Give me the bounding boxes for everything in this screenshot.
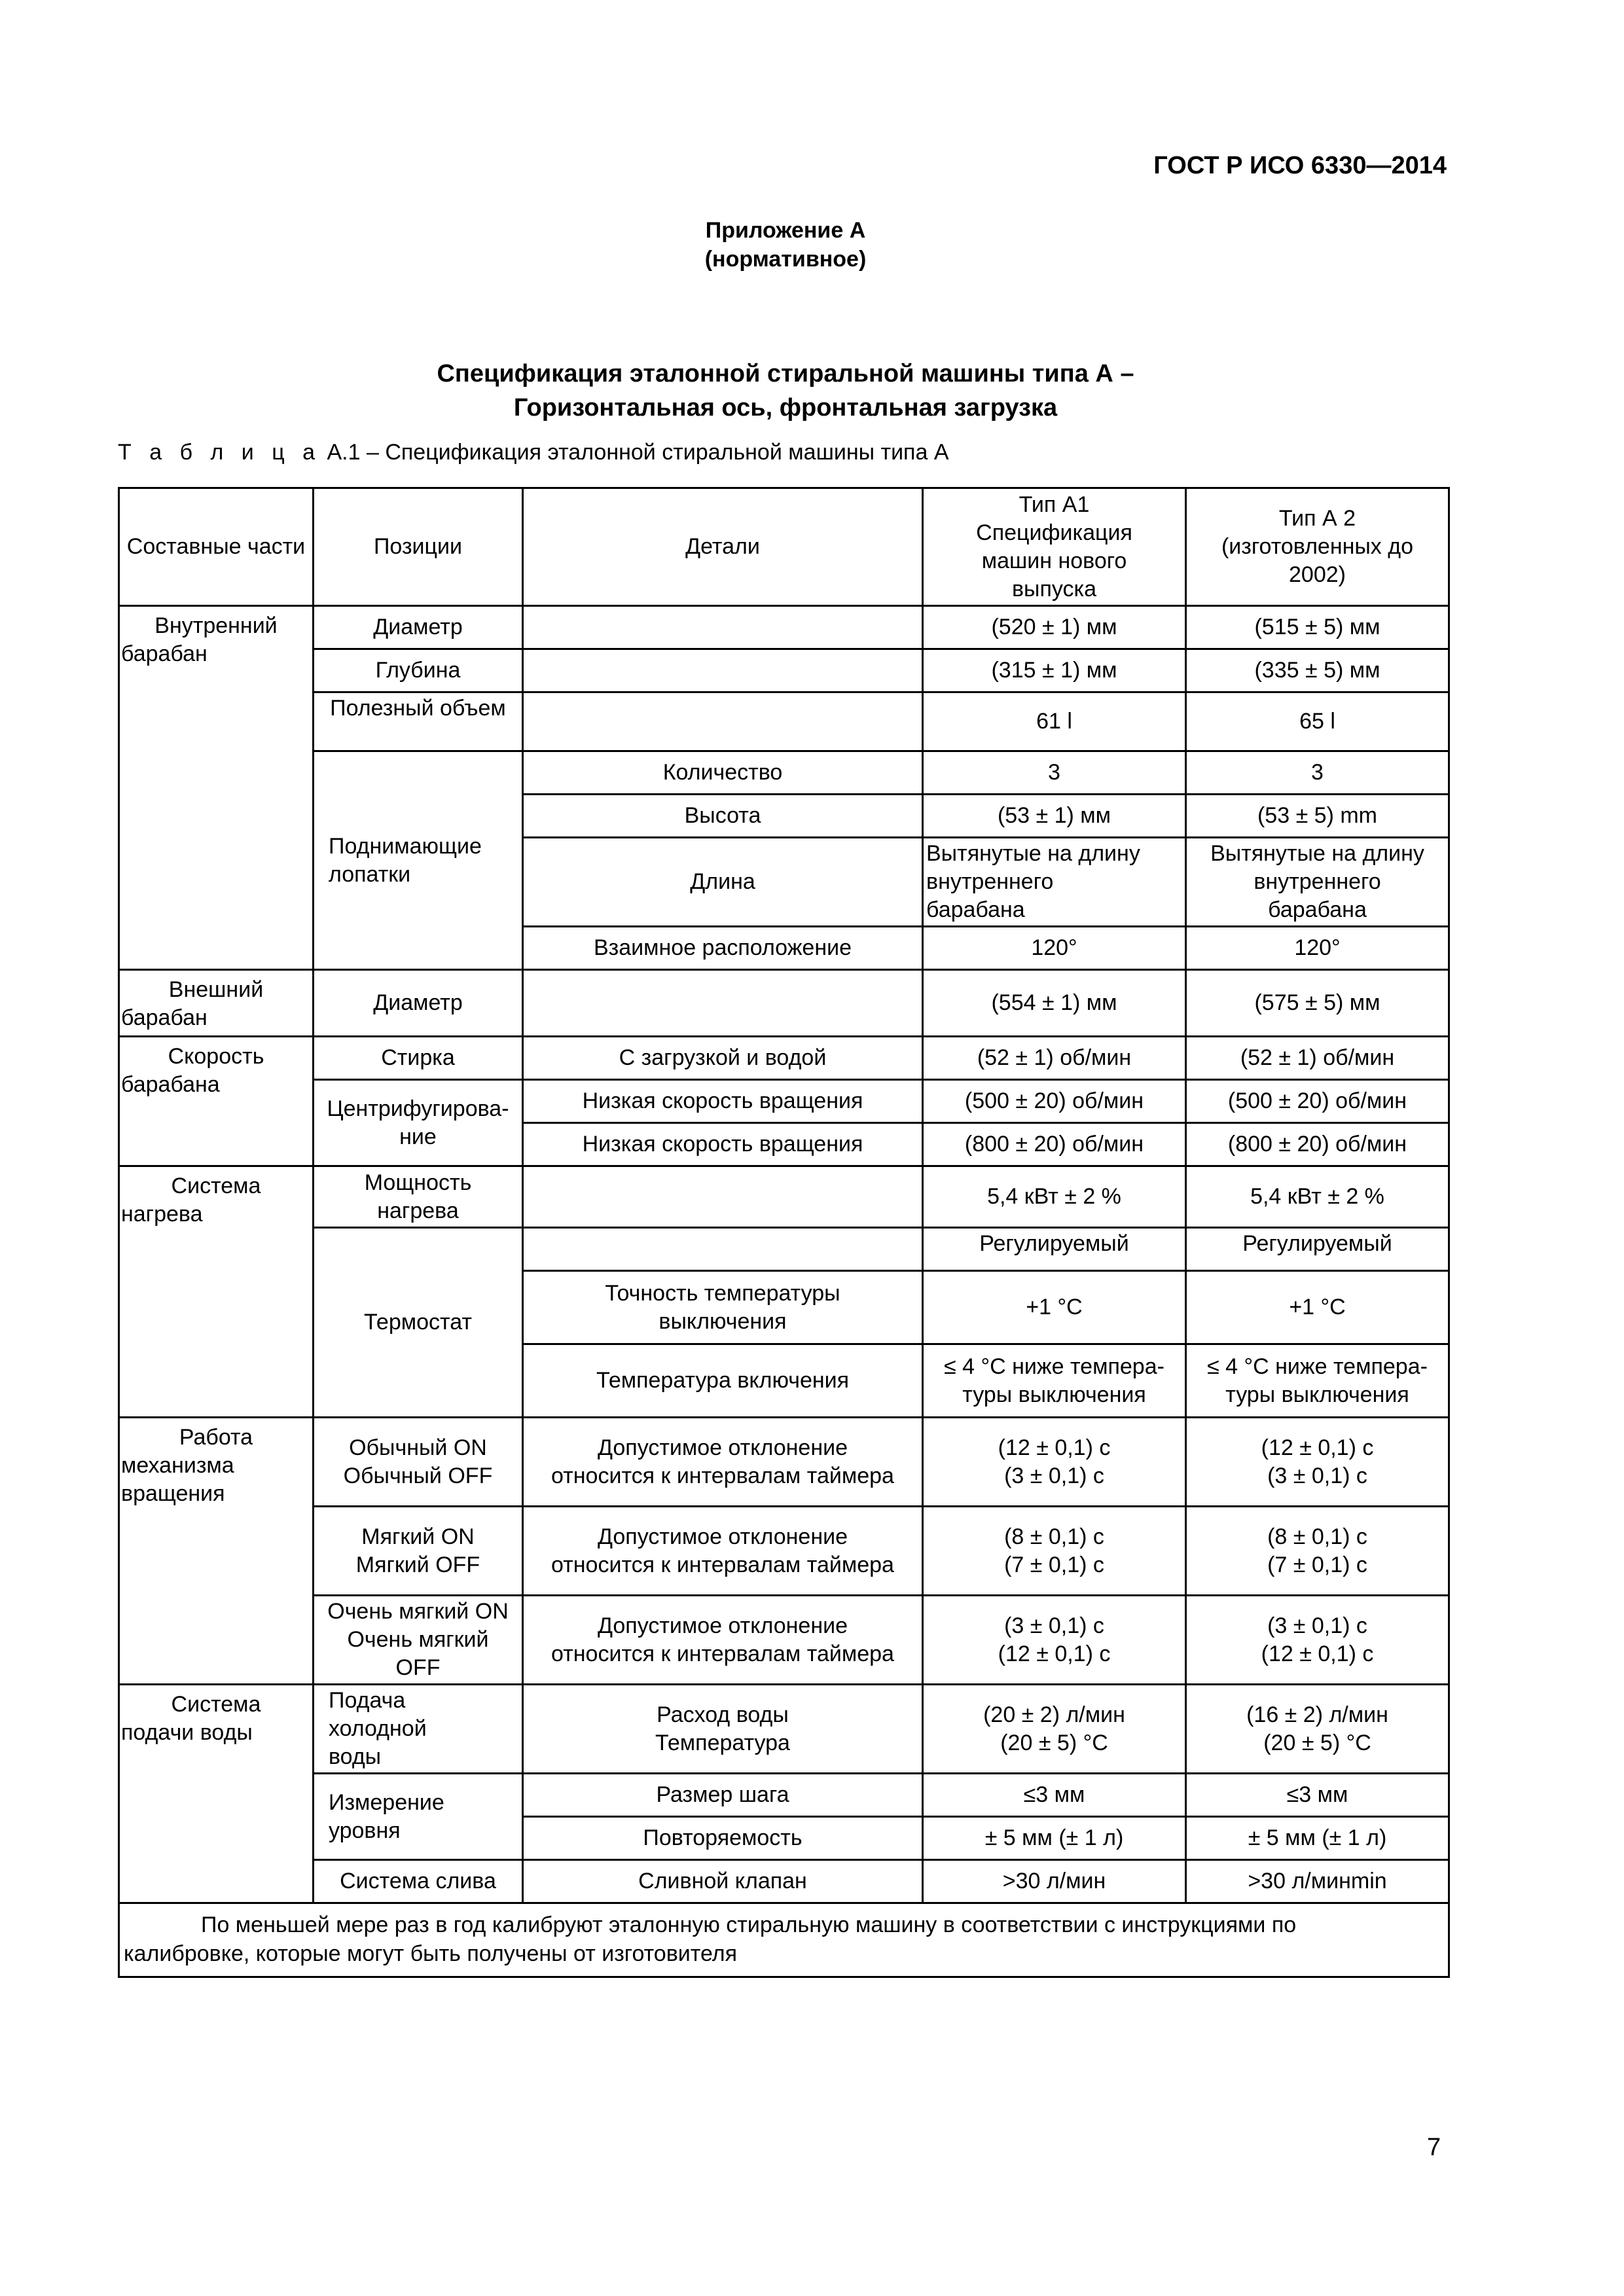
detail-line: относится к интервалам таймера bbox=[551, 1641, 894, 1666]
position-line: Мощность bbox=[364, 1170, 472, 1195]
detail-cell: Температура включения bbox=[523, 1344, 923, 1418]
position-line: Подача bbox=[329, 1688, 406, 1713]
table-row bbox=[119, 649, 1449, 692]
detail-cell: Сливной клапан bbox=[523, 1860, 923, 1903]
position-line: уровня bbox=[329, 1818, 401, 1843]
position-line: Обычный OFF bbox=[343, 1463, 493, 1488]
header-type-a2 bbox=[1186, 488, 1449, 606]
detail-cell: Низкая скорость вращения bbox=[523, 1080, 923, 1123]
value-a1-cell bbox=[923, 1596, 1186, 1685]
value-a1-cell: 3 bbox=[923, 751, 1186, 795]
value-line: (3 ± 0,1) с bbox=[1267, 1463, 1367, 1488]
value-a2-cell: (500 ± 20) об/мин bbox=[1186, 1080, 1449, 1123]
value-a1-cell bbox=[923, 1344, 1186, 1418]
table-row bbox=[119, 751, 1449, 795]
note-line-1-text: По меньшей мере раз в год калибруют эталонную стиральную машину в соответствии с инструкциями по bbox=[201, 1912, 1297, 1937]
table-row bbox=[119, 970, 1449, 1037]
detail-cell bbox=[523, 606, 923, 649]
table-header-row bbox=[119, 488, 1449, 606]
detail-cell bbox=[523, 1507, 923, 1596]
value-line: туры выключения bbox=[962, 1382, 1146, 1407]
header-type-a1-line: Спецификация bbox=[976, 520, 1132, 545]
position-line: Поднимающие bbox=[329, 833, 482, 859]
header-details: Детали bbox=[523, 488, 923, 606]
value-a1-cell: 61 l bbox=[923, 692, 1186, 751]
header-type-a1-line: выпуска bbox=[1011, 576, 1097, 601]
detail-line: Температура bbox=[655, 1730, 790, 1755]
position-cell: Система слива bbox=[314, 1860, 523, 1903]
detail-cell: Высота bbox=[523, 795, 923, 838]
detail-cell bbox=[523, 970, 923, 1037]
position-line: Мягкий ON bbox=[361, 1524, 475, 1549]
value-line: туры выключения bbox=[1225, 1382, 1409, 1407]
detail-cell: Количество bbox=[523, 751, 923, 795]
detail-line: относится к интервалам таймера bbox=[551, 1463, 894, 1488]
part-water-supply bbox=[119, 1685, 314, 1903]
value-a2-cell bbox=[1186, 1596, 1449, 1685]
title-line-1: Спецификация эталонной стиральной машины типа А – bbox=[437, 360, 1134, 387]
value-a1-cell: 5,4 кВт ± 2 % bbox=[923, 1166, 1186, 1228]
value-line: ≤ 4 °С ниже темпера- bbox=[1207, 1354, 1428, 1379]
value-a2-cell bbox=[1186, 1685, 1449, 1774]
position-line: Мягкий OFF bbox=[355, 1552, 480, 1577]
table-row bbox=[119, 692, 1449, 751]
table-row bbox=[119, 1080, 1449, 1123]
detail-line: Расход воды bbox=[657, 1702, 789, 1727]
detail-cell bbox=[523, 1228, 923, 1271]
value-line: (3 ± 0,1) с bbox=[1004, 1463, 1104, 1488]
part-rotation bbox=[119, 1418, 314, 1685]
value-line: (8 ± 0,1) с bbox=[1004, 1524, 1104, 1549]
value-a2-cell: >30 л/минmin bbox=[1186, 1860, 1449, 1903]
value-a2-cell: (52 ± 1) об/мин bbox=[1186, 1037, 1449, 1080]
position-cell bbox=[314, 1596, 523, 1685]
value-line: (3 ± 0,1) с bbox=[1267, 1613, 1367, 1638]
value-a1-cell: +1 °С bbox=[923, 1271, 1186, 1344]
header-type-a1-line: Тип А1 bbox=[1019, 492, 1090, 517]
part-label: Скорость bbox=[168, 1044, 264, 1069]
value-line: (12 ± 0,1) с bbox=[1261, 1435, 1374, 1460]
header-type-a2-line: 2002) bbox=[1289, 562, 1346, 587]
value-a1-cell: (800 ± 20) об/мин bbox=[923, 1123, 1186, 1166]
detail-cell: Взаимное расположение bbox=[523, 927, 923, 970]
value-a2-cell: (515 ± 5) мм bbox=[1186, 606, 1449, 649]
position-line: Очень мягкий bbox=[347, 1627, 489, 1652]
part-label: вращения bbox=[121, 1481, 225, 1506]
detail-cell bbox=[523, 1685, 923, 1774]
value-a2-cell: +1 °С bbox=[1186, 1271, 1449, 1344]
value-a1-cell: (52 ± 1) об/мин bbox=[923, 1037, 1186, 1080]
note-line-1 bbox=[124, 1910, 1444, 1939]
part-label: нагрева bbox=[121, 1202, 203, 1227]
detail-line: выключения bbox=[659, 1308, 787, 1334]
value-line: барабана bbox=[1268, 897, 1367, 922]
specification-table bbox=[118, 487, 1450, 1978]
value-a2-cell: (800 ± 20) об/мин bbox=[1186, 1123, 1449, 1166]
annex-heading bbox=[589, 216, 982, 274]
value-line: барабана bbox=[926, 897, 1025, 922]
detail-line: относится к интервалам таймера bbox=[551, 1552, 894, 1577]
value-a1-cell: (500 ± 20) об/мин bbox=[923, 1080, 1186, 1123]
detail-cell: Длина bbox=[523, 838, 923, 927]
value-a1-cell: >30 л/мин bbox=[923, 1860, 1186, 1903]
position-cell bbox=[314, 1507, 523, 1596]
annex-status: (нормативное) bbox=[704, 247, 867, 272]
value-a2-cell: (53 ± 5) mm bbox=[1186, 795, 1449, 838]
part-inner-drum bbox=[119, 606, 314, 970]
detail-line: Точность температуры bbox=[605, 1280, 840, 1306]
detail-cell: С загрузкой и водой bbox=[523, 1037, 923, 1080]
part-label: Система bbox=[171, 1692, 261, 1717]
part-heating bbox=[119, 1166, 314, 1418]
position-cell: Стирка bbox=[314, 1037, 523, 1080]
value-line: (12 ± 0,1) с bbox=[1261, 1641, 1374, 1666]
value-a2-cell: ≤3 мм bbox=[1186, 1774, 1449, 1817]
table-note bbox=[119, 1903, 1449, 1977]
detail-cell: Повторяемость bbox=[523, 1817, 923, 1860]
detail-cell bbox=[523, 1271, 923, 1344]
table-row bbox=[119, 1037, 1449, 1080]
table-row bbox=[119, 1774, 1449, 1817]
header-type-a1 bbox=[923, 488, 1186, 606]
position-line: OFF bbox=[395, 1655, 441, 1680]
value-a1-cell bbox=[923, 1507, 1186, 1596]
detail-line: Допустимое отклонение bbox=[597, 1524, 848, 1549]
title-line-2: Горизонтальная ось, фронтальная загрузка bbox=[513, 394, 1058, 422]
value-line: (7 ± 0,1) с bbox=[1267, 1552, 1367, 1577]
table-row bbox=[119, 1507, 1449, 1596]
table-row bbox=[119, 606, 1449, 649]
document-title bbox=[262, 357, 1309, 425]
value-a2-cell: (335 ± 5) мм bbox=[1186, 649, 1449, 692]
value-a2-cell: Регулируемый bbox=[1186, 1228, 1449, 1271]
table-caption-text: А.1 – Спецификация эталонной стиральной машины типа А bbox=[321, 440, 949, 465]
value-a2-cell: 65 l bbox=[1186, 692, 1449, 751]
table-row bbox=[119, 1418, 1449, 1507]
part-label: барабан bbox=[121, 641, 208, 666]
detail-cell: Низкая скорость вращения bbox=[523, 1123, 923, 1166]
position-cell: Диаметр bbox=[314, 970, 523, 1037]
table-row bbox=[119, 1860, 1449, 1903]
position-lifters bbox=[314, 751, 523, 970]
header-type-a2-line: Тип А 2 bbox=[1278, 506, 1356, 531]
value-line: (16 ± 2) л/мин bbox=[1246, 1702, 1388, 1727]
value-a2-cell: (575 ± 5) мм bbox=[1186, 970, 1449, 1037]
value-a1-cell: (53 ± 1) мм bbox=[923, 795, 1186, 838]
detail-line: Допустимое отклонение bbox=[597, 1613, 848, 1638]
part-label: Система bbox=[171, 1174, 261, 1198]
position-level bbox=[314, 1774, 523, 1860]
value-line: (20 ± 5) °С bbox=[1263, 1730, 1371, 1755]
position-line: воды bbox=[329, 1744, 382, 1769]
position-cell: Глубина bbox=[314, 649, 523, 692]
header-parts: Составные части bbox=[119, 488, 314, 606]
position-cell: Диаметр bbox=[314, 606, 523, 649]
detail-line: Допустимое отклонение bbox=[597, 1435, 848, 1460]
value-a1-cell: ± 5 мм (± 1 л) bbox=[923, 1817, 1186, 1860]
position-line: холодной bbox=[329, 1716, 427, 1741]
table-row bbox=[119, 1166, 1449, 1228]
table-row bbox=[119, 1596, 1449, 1685]
annex-title: Приложение А bbox=[705, 218, 866, 243]
position-spin bbox=[314, 1080, 523, 1166]
part-label: Внутренний bbox=[154, 613, 278, 638]
position-line: Измерение bbox=[329, 1789, 444, 1815]
part-label: барабан bbox=[121, 1005, 208, 1030]
position-cell: Полезный объем bbox=[314, 692, 523, 751]
position-line: Центрифугирова- bbox=[327, 1096, 509, 1121]
position-line: Очень мягкий ON bbox=[327, 1599, 509, 1624]
note-line-2: калибровке, которые могут быть получены от изготовителя bbox=[124, 1941, 737, 1966]
part-label: механизма bbox=[121, 1453, 234, 1478]
value-a1-cell: (520 ± 1) мм bbox=[923, 606, 1186, 649]
value-line: (3 ± 0,1) с bbox=[1004, 1613, 1104, 1638]
part-label: Внешний bbox=[168, 977, 264, 1002]
value-a1-cell: Регулируемый bbox=[923, 1228, 1186, 1271]
value-a1-cell bbox=[923, 1685, 1186, 1774]
detail-cell bbox=[523, 649, 923, 692]
value-line: (7 ± 0,1) с bbox=[1004, 1552, 1104, 1577]
value-line: внутреннего bbox=[926, 869, 1054, 894]
header-positions: Позиции bbox=[314, 488, 523, 606]
part-label: барабана bbox=[121, 1072, 220, 1097]
value-a2-cell bbox=[1186, 1507, 1449, 1596]
position-cold-water bbox=[314, 1685, 523, 1774]
table-caption bbox=[118, 440, 949, 465]
value-a2-cell bbox=[1186, 1344, 1449, 1418]
value-a1-cell: 120° bbox=[923, 927, 1186, 970]
value-a1-cell: (554 ± 1) мм bbox=[923, 970, 1186, 1037]
page-number: 7 bbox=[1427, 2134, 1441, 2161]
table-caption-label: Т а б л и ц а bbox=[118, 440, 321, 465]
value-line: внутреннего bbox=[1254, 869, 1381, 894]
table-note-row bbox=[119, 1903, 1449, 1977]
detail-cell: Размер шага bbox=[523, 1774, 923, 1817]
value-line: (8 ± 0,1) с bbox=[1267, 1524, 1367, 1549]
position-cell bbox=[314, 1418, 523, 1507]
value-line: (20 ± 5) °С bbox=[1000, 1730, 1108, 1755]
value-line: (12 ± 0,1) с bbox=[998, 1435, 1111, 1460]
position-line: нагрева bbox=[377, 1198, 459, 1223]
value-line: ≤ 4 °С ниже темпера- bbox=[944, 1354, 1164, 1379]
value-a2-cell: 120° bbox=[1186, 927, 1449, 970]
value-a2-cell: ± 5 мм (± 1 л) bbox=[1186, 1817, 1449, 1860]
position-line: ние bbox=[399, 1124, 437, 1149]
value-a2-cell bbox=[1186, 838, 1449, 927]
header-type-a2-line: (изготовленных до bbox=[1221, 534, 1414, 559]
value-a1-cell bbox=[923, 1418, 1186, 1507]
position-thermostat: Термостат bbox=[314, 1228, 523, 1418]
value-a2-cell bbox=[1186, 1418, 1449, 1507]
header-type-a1-line: машин нового bbox=[981, 548, 1127, 573]
value-line: Вытянутые на длину bbox=[1210, 841, 1424, 866]
detail-cell bbox=[523, 1596, 923, 1685]
value-a1-cell: (315 ± 1) мм bbox=[923, 649, 1186, 692]
table-row bbox=[119, 1228, 1449, 1271]
table-row bbox=[119, 1685, 1449, 1774]
standard-designation: ГОСТ Р ИСО 6330—2014 bbox=[1153, 152, 1447, 179]
position-line: лопатки bbox=[329, 861, 411, 887]
part-label: Работа bbox=[179, 1425, 253, 1450]
position-power bbox=[314, 1166, 523, 1228]
detail-cell bbox=[523, 1166, 923, 1228]
value-line: (12 ± 0,1) с bbox=[998, 1641, 1111, 1666]
value-line: (20 ± 2) л/мин bbox=[983, 1702, 1125, 1727]
part-label: подачи воды bbox=[121, 1720, 253, 1745]
position-line: Обычный ON bbox=[349, 1435, 487, 1460]
part-drum-speed bbox=[119, 1037, 314, 1166]
value-a2-cell: 5,4 кВт ± 2 % bbox=[1186, 1166, 1449, 1228]
value-a1-cell: ≤3 мм bbox=[923, 1774, 1186, 1817]
detail-cell bbox=[523, 1418, 923, 1507]
part-outer-drum bbox=[119, 970, 314, 1037]
value-a1-cell bbox=[923, 838, 1186, 927]
value-a2-cell: 3 bbox=[1186, 751, 1449, 795]
value-line: Вытянутые на длину bbox=[926, 841, 1140, 866]
detail-cell bbox=[523, 692, 923, 751]
